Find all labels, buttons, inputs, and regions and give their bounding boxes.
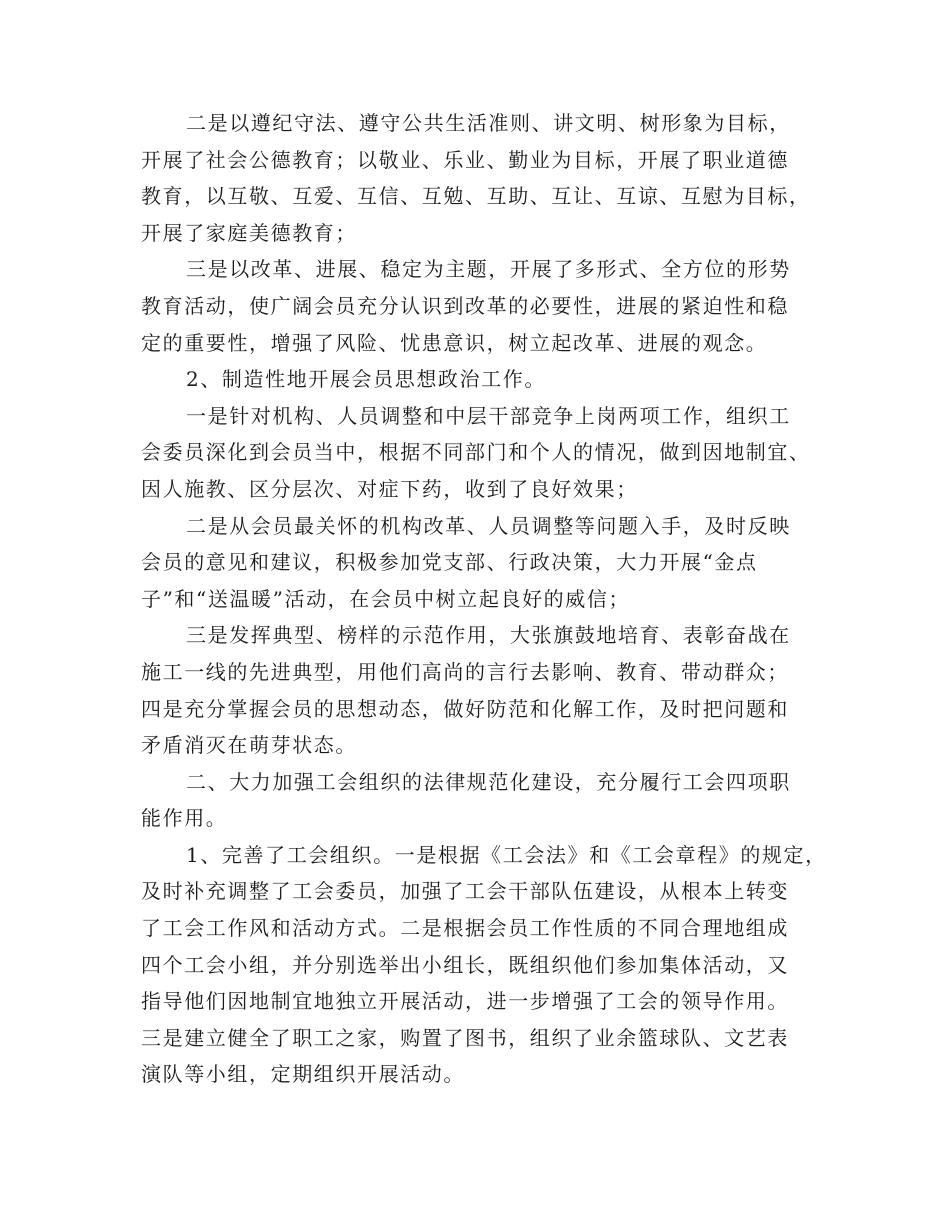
text-line: 三是发挥典型、榜样的示范作用，大张旗鼓地培育、表彰奋战在 (186, 623, 791, 648)
text-line: 会员的意见和建议，积极参加党支部、行政决策，大力开展“金点 (141, 550, 758, 575)
text-line: 指导他们因地制宜地独立开展活动，进一步增强了工会的领导作用。 (141, 989, 789, 1014)
text-line: 施工一线的先进典型，用他们高尚的言行去影响、教育、带动群众； (141, 659, 789, 684)
text-line: 二、大力加强工会组织的法律规范化建设，充分履行工会四项职 (186, 769, 791, 794)
text-line: 二是以遵纪守法、遵守公共生活准则、讲文明、树形象为目标， (186, 111, 791, 135)
text-line: 因人施教、区分层次、对症下药，收到了良好效果； (141, 476, 638, 501)
text-line: 能作用。 (141, 806, 228, 831)
text-line: 四个工会小组，并分别选举出小组长，既组织他们参加集体活动，又 (141, 952, 789, 977)
text-line: 开展了家庭美德教育； (141, 220, 357, 245)
text-line: 定的重要性，增强了风险、忧患意识，树立起改革、进展的观念。 (141, 330, 768, 355)
text-line: 2、制造性地开展会员思想政治工作。 (186, 367, 546, 392)
document-body (141, 105, 827, 1093)
text-line: 及时补充调整了工会委员，加强了工会干部队伍建设，从根本上转变 (141, 879, 789, 904)
text-line: 三是建立健全了职工之家，购置了图书，组织了业余篮球队、文艺表 (141, 1025, 789, 1050)
text-line: 一是针对机构、人员调整和中层干部竞争上岗两项工作，组织工 (186, 403, 791, 428)
text-line: 四是充分掌握会员的思想动态，做好防范和化解工作，及时把问题和 (141, 696, 789, 721)
text-line: 教育，以互敬、互爱、互信、互勉、互助、互让、互谅、互慰为目标， (141, 184, 811, 209)
text-line: 开展了社会公德教育；以敬业、乐业、勤业为目标，开展了职业道德 (141, 147, 789, 172)
text-line: 会委员深化到会员当中，根据不同部门和个人的情况，做到因地制宜、 (141, 440, 811, 465)
text-line: 子”和“送温暖”活动，在会员中树立起良好的威信； (141, 586, 631, 611)
text-line: 演队等小组，定期组织开展活动。 (141, 1062, 465, 1087)
text-line: 了工会工作风和活动方式。二是根据会员工作性质的不同合理地组成 (141, 916, 789, 941)
text-line: 1、完善了工会组织。一是根据《工会法》和《工会章程》的规定， (186, 842, 827, 867)
text-line: 二是从会员最关怀的机构改革、人员调整等问题入手，及时反映 (186, 513, 791, 538)
text-line: 三是以改革、进展、稳定为主题，开展了多形式、全方位的形势 (186, 257, 791, 282)
text-line: 教育活动，使广阔会员充分认识到改革的必要性，进展的紧迫性和稳 (141, 293, 789, 318)
text-line: 矛盾消灭在萌芽状态。 (141, 733, 357, 758)
